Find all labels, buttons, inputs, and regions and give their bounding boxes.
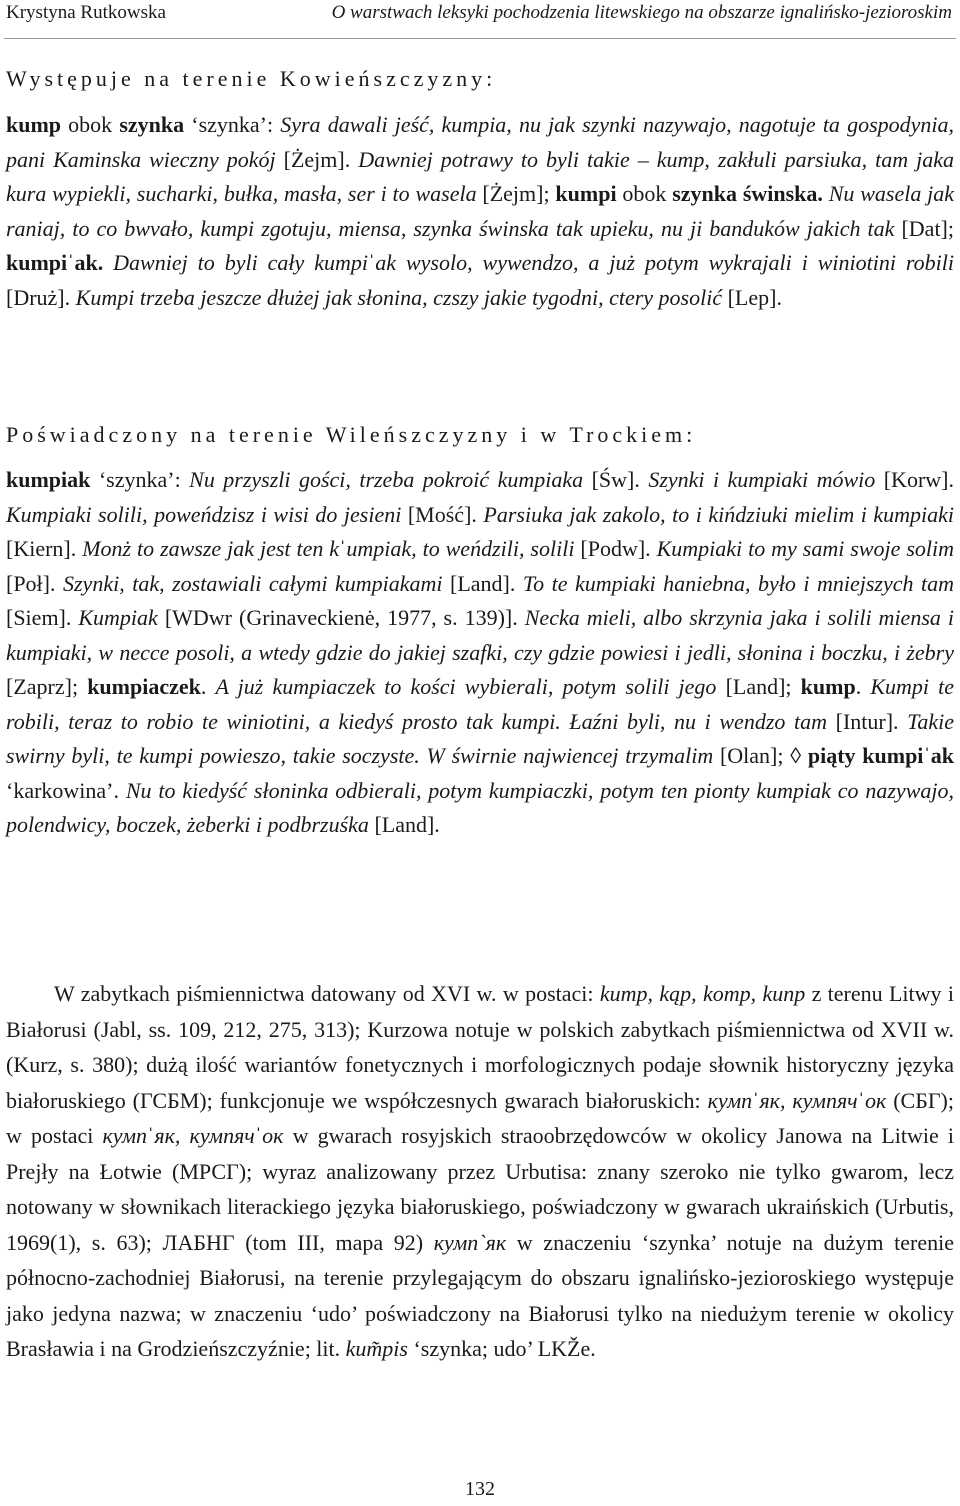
citation: Parsiuka jak zakolo, to i kińdziuki mielim i kumpiaki (483, 501, 954, 527)
source: [Zaprz]; (6, 674, 88, 699)
headword: kumpiˈak. (6, 250, 104, 275)
form: kump, kąp, komp, kunp (599, 981, 806, 1006)
headword: kump (6, 112, 62, 137)
text: w gwarach rosyjskich straoobrzędowców w okolicy Janowa na Litwie i Prejły na Łotwie (МРСГ); wyraz analizowany przez Urbutisa: znany szeroko nie tylko gwarom, lecz notowany w słownikach literackiego języka białoruskiego, poświadczony w gwarach ukraińskich (Urbutis, 1969(1), s. 63); ЛАБНГ (tom III, mapa 92) (6, 1123, 955, 1255)
citation: To te kumpiaki haniebna, było i mniejszych tam (522, 570, 954, 596)
header-author: Krystyna Rutkowska (6, 2, 166, 23)
running-header (6, 0, 952, 27)
citation: Kumpiaki to my sami swoje solim (656, 536, 954, 561)
citation: Kumpiak (78, 605, 158, 630)
citation: Kumpi te robili, teraz to robio te winiotini, a kiedyś prosto tak kumpi. Łaźni byli, nu i wendzo tam (6, 674, 955, 734)
text: (СБГ); w postaci (6, 1087, 954, 1148)
form: кумпˈяк, кумпячˈок (102, 1123, 284, 1148)
headword: kump (800, 674, 856, 699)
gloss: ‘szynka’: (184, 112, 281, 137)
source: [Lep]. (722, 284, 782, 310)
text: obok (61, 112, 120, 137)
source: [Dat]; (894, 215, 954, 241)
headword: szynka (119, 112, 185, 137)
citation: Takie swirny byli, te kumpi powieszo, takie soczyste. W świrnie najwiencej trzymalim (6, 708, 955, 768)
gloss: ‘szynka’: (90, 467, 190, 492)
header-title: O warstwach leksyki pochodzenia litewskiego na obszarze ignalińsko-jezioroskim (331, 2, 952, 23)
citation: A już kumpiaczek to kości wybierali, potym solili jego (215, 674, 717, 699)
gloss: ‘karkowina’. (6, 777, 126, 803)
paragraph-kump (6, 108, 954, 315)
text: . (200, 674, 216, 699)
form: kum̃pis (345, 1336, 408, 1361)
source: [Podw]. (574, 536, 657, 561)
citation: Dawniej to byli cały kumpiˈak wysolo, wywendzo, a już potym wykrajali i winiotini robili (113, 250, 954, 275)
text: W zabytkach piśmiennictwa datowany od XVI w. w postaci: (54, 981, 600, 1006)
form: кумп`як (433, 1229, 507, 1255)
source: [WDwr (Grinaveckienė, 1977, s. 139)]. (157, 605, 525, 630)
source: [Land]. (442, 570, 523, 596)
citation: Kumpiaki solili, poweńdzisz i wisi do jesieni (6, 501, 402, 527)
source: [Mość]. (401, 501, 484, 527)
citation: Nu to kiedyść słoninka odbierali, potym kumpiaczki, potym ten pionty kumpiak co nazywajo, polendwicy, boczek, żeberki i podbrzuśka (6, 777, 954, 837)
citation: Monż to zawsze jak jest ten kˈumpiak, to weńdzili, solili (82, 536, 575, 561)
citation: Necka mieli, albo skrzynia jaka i solili miensa i kumpiaki, w necce posoli, a wtedy gdzie do jakiej szafki, czy gdzie powiesi i jedli, słonina i boczku, i żebry (6, 605, 954, 665)
source: [Żejm]. (275, 146, 359, 172)
source: [Land]. (368, 812, 440, 837)
text: ‘szynka; udo’ LKŽe. (407, 1336, 596, 1361)
text (103, 250, 113, 275)
source: [Poł]. (6, 570, 63, 596)
headword: kumpi (555, 181, 617, 206)
page-number: 132 (465, 1478, 495, 1500)
source: [Św]. (583, 467, 649, 492)
citation: Syra dawali jeść, kumpia, nu jak szynki nazywajo, nagotuje ta gospodynia, pani Kaminska wieczny pokój (6, 112, 955, 172)
citation: Dawniej potrawy to byli takie – kump, zakłuli parsiuka, tam jaka kura wypiekli, sucharki, bułka, masła, ser i to wasela (6, 146, 954, 206)
citation: Szynki, tak, zostawiali całymi kumpiakami (63, 570, 443, 596)
source: [Żejm]; (476, 181, 556, 206)
header-rule (4, 38, 956, 39)
source: [Siem]. (6, 605, 79, 630)
citation: Nu wasela jak raniaj, to co bwvało, kumpi zgotuju, miensa, szynka świnska tak upieku, nu ji banduków jakich tak (6, 181, 955, 241)
text: obok (616, 181, 673, 206)
citation: Kumpi trzeba jeszcze dłużej jak słonina, czszy jakie tygodni, ctery posolić (75, 284, 723, 310)
headword: szynka świnska. (672, 181, 823, 206)
citation: Nu przyszli gości, trzeba pokroić kumpiaka (189, 467, 584, 492)
source: [Land]; (716, 674, 801, 699)
paragraph-history (6, 976, 954, 1367)
headword: piąty kumpiˈak (807, 743, 954, 768)
source: [Olan]; ◊ (713, 743, 808, 768)
text: . (855, 674, 871, 699)
section-heading-kowienszczyzna: Występuje na terenie Kowieńszczyzny: (6, 66, 497, 91)
text: z terenu Litwy i Białorusi (Jabl, ss. 109, 212, 275, 313); Kurzowa notuje w polskich zabytkach piśmiennictwa od XVII w. (Kurz, s. 380); dużą ilość wariantów fonetycznych i morfologicznych podaje słownik historyczny języka białoruskiego (ГСБМ); funkcjonuje we współczesnych gwarach białoruskich: (6, 981, 954, 1113)
text: w znaczeniu ‘szynka’ notuje na dużym terenie północno-zachodniej Białorusi, na terenie przylegającym do obszaru ignalińsko-jezioroskiego występuje jako jedyna nazwa; w znaczeniu ‘udo’ poświadczony na Białorusi tylko na niedużym terenie w okolicy Brasławia i na Grodzieńszczyźnie; lit. (6, 1229, 954, 1361)
source: [Druż]. (6, 284, 76, 310)
source: [Intur]. (827, 708, 908, 734)
headword: kumpiaczek (87, 674, 201, 699)
paragraph-kumpiak (6, 463, 954, 843)
source: [Korw]. (875, 467, 954, 492)
form: кумпˈяк, кумпячˈок (707, 1087, 887, 1113)
citation: Szynki i kumpiaki mówio (648, 467, 876, 492)
headword: kumpiak (6, 467, 91, 492)
section-heading-wilenszczyzna: Poświadczony na terenie Wileńszczyzny i w Trockiem: (6, 422, 697, 447)
source: [Kiern]. (6, 536, 83, 561)
